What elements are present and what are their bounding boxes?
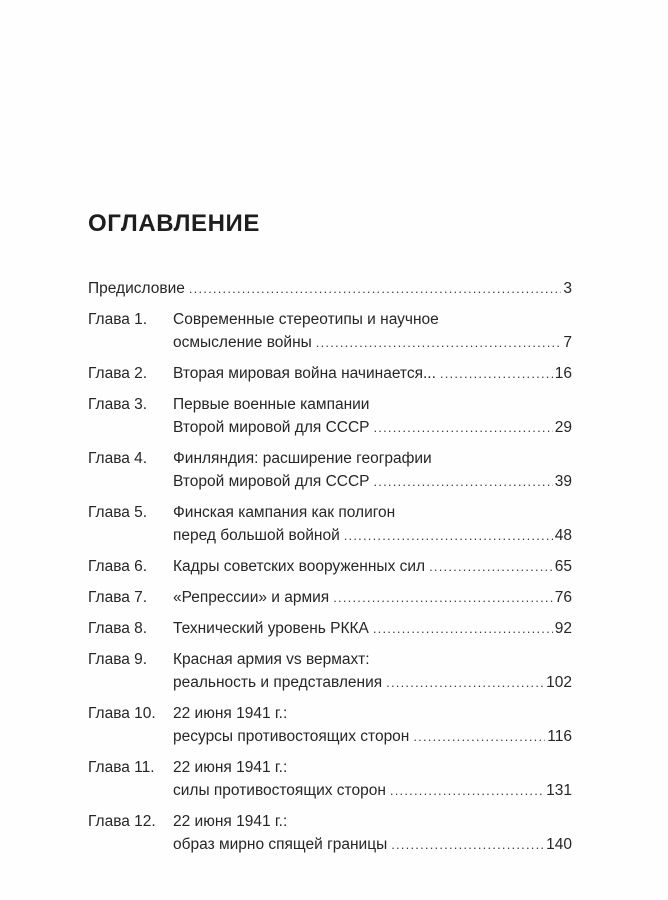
page-number: 92 xyxy=(554,620,572,637)
chapter-label: Глава 4. xyxy=(88,450,148,467)
dot-leader xyxy=(373,416,552,439)
entry-title-line-1: 22 июня 1941 г.: xyxy=(173,705,288,722)
dot-leader xyxy=(344,524,553,547)
dot-leader xyxy=(373,470,552,493)
toc-entry-chapter-3 xyxy=(88,393,572,439)
page-number: 116 xyxy=(547,728,572,745)
chapter-label: Глава 8. xyxy=(88,620,148,637)
page-number: 7 xyxy=(563,334,572,351)
dot-leader xyxy=(373,617,553,640)
entry-title-line-2: Второй мировой для СССР xyxy=(173,473,370,490)
toc-entry-chapter-6 xyxy=(88,555,572,578)
dot-leader xyxy=(386,671,544,694)
entry-title-line-1: Первые военные кампании xyxy=(173,396,370,413)
page-number: 16 xyxy=(554,365,572,382)
entry-title: Вторая мировая война начинается... xyxy=(173,365,436,382)
dot-leader xyxy=(316,331,562,354)
toc-entry-chapter-1 xyxy=(88,308,572,354)
entry-title-line-2: силы противостоящих сторон xyxy=(173,782,386,799)
dot-leader xyxy=(189,277,562,300)
page-number: 29 xyxy=(554,419,572,436)
toc-entry-preface xyxy=(88,277,572,300)
page-number: 65 xyxy=(554,558,572,575)
entry-title-line-1: Финляндия: расширение географии xyxy=(173,450,432,467)
entry-title-line-1: Красная армия vs вермахт: xyxy=(173,651,370,668)
toc-entry-chapter-5 xyxy=(88,501,572,547)
entry-title-line-1: Современные стереотипы и научное xyxy=(173,311,439,328)
page-number: 48 xyxy=(554,527,572,544)
dot-leader xyxy=(440,362,553,385)
chapter-label: Глава 9. xyxy=(88,651,148,668)
chapter-label: Глава 12. xyxy=(88,813,156,830)
entry-title-line-2: реальность и представления xyxy=(173,674,383,691)
toc-entry-chapter-11 xyxy=(88,756,572,802)
toc-heading: ОГЛАВЛЕНИЕ xyxy=(88,210,261,237)
entry-title-line-2: ресурсы противостоящих сторон xyxy=(173,728,410,745)
chapter-label: Глава 10. xyxy=(88,705,156,722)
page-number: 76 xyxy=(554,589,572,606)
chapter-label: Глава 7. xyxy=(88,589,148,606)
page-number: 3 xyxy=(563,280,572,297)
chapter-label: Глава 2. xyxy=(88,365,148,382)
dot-leader xyxy=(390,779,544,802)
toc-entry-chapter-10 xyxy=(88,702,572,748)
chapter-label: Глава 11. xyxy=(88,759,155,776)
page-number: 39 xyxy=(554,473,572,490)
entry-title-line-2: осмысление войны xyxy=(173,334,312,351)
page-number: 140 xyxy=(546,836,572,853)
page-number: 102 xyxy=(546,674,572,691)
entry-title-line-2: Второй мировой для СССР xyxy=(173,419,370,436)
chapter-label: Глава 5. xyxy=(88,504,148,521)
toc-content xyxy=(88,210,572,864)
toc-entry-chapter-8 xyxy=(88,617,572,640)
entry-title: Предисловие xyxy=(88,280,185,297)
entry-title-line-1: 22 июня 1941 г.: xyxy=(173,813,288,830)
toc-entry-chapter-7 xyxy=(88,586,572,609)
entry-title: Технический уровень РККА xyxy=(173,620,369,637)
dot-leader xyxy=(429,555,553,578)
entry-title-line-2: образ мирно спящей границы xyxy=(173,836,388,853)
toc-entry-chapter-9 xyxy=(88,648,572,694)
chapter-label: Глава 6. xyxy=(88,558,148,575)
entry-title-line-1: 22 июня 1941 г.: xyxy=(173,759,288,776)
dot-leader xyxy=(333,586,553,609)
page-number: 131 xyxy=(546,782,572,799)
toc-entry-chapter-2 xyxy=(88,362,572,385)
entry-title-line-1: Финская кампания как полигон xyxy=(173,504,396,521)
entry-title: Кадры советских вооруженных сил xyxy=(173,558,426,575)
entry-title-line-2: перед большой войной xyxy=(173,527,340,544)
chapter-label: Глава 3. xyxy=(88,396,148,413)
dot-leader xyxy=(391,833,544,856)
toc-entry-chapter-4 xyxy=(88,447,572,493)
toc-entry-chapter-12 xyxy=(88,810,572,856)
dot-leader xyxy=(413,725,545,748)
chapter-label: Глава 1. xyxy=(88,311,148,328)
entry-title: «Репрессии» и армия xyxy=(173,589,330,606)
